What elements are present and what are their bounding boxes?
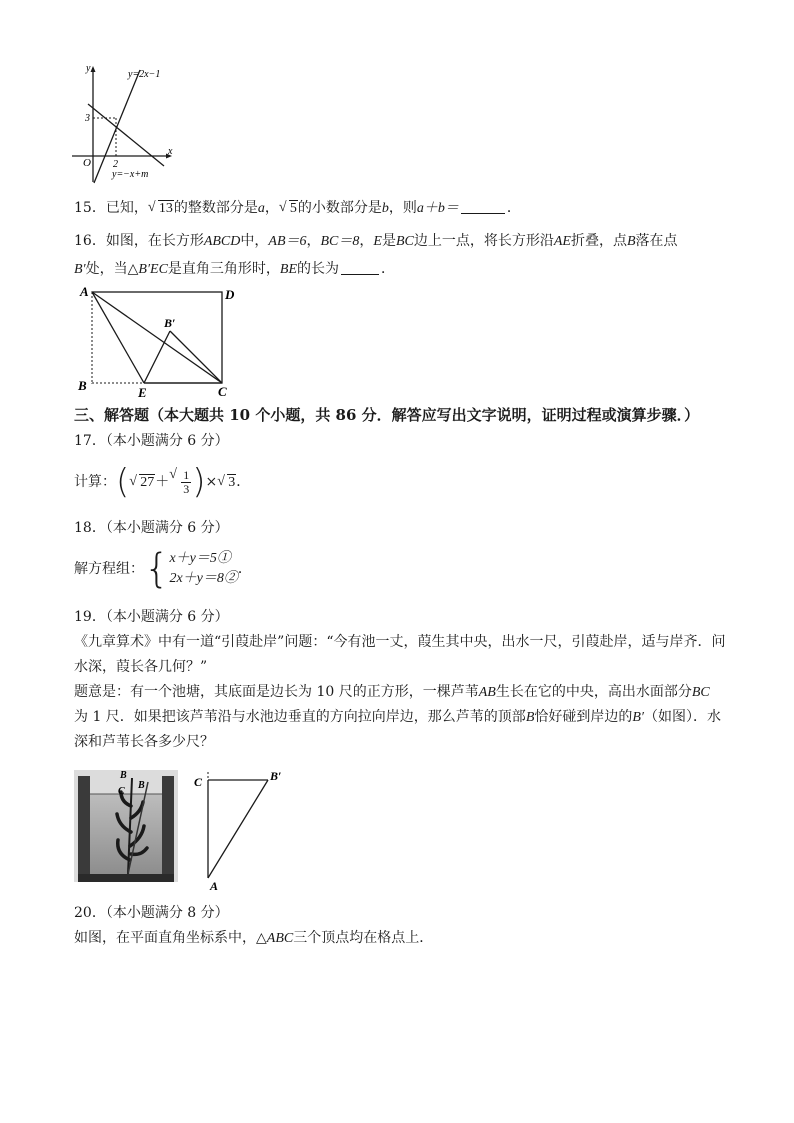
q17-lead: 计算： [74, 474, 116, 490]
fig19-label-a: A [210, 879, 219, 893]
fig19-label-c: C [194, 775, 203, 789]
q19-line4 [74, 707, 721, 728]
line-y-neg-x-m [88, 104, 164, 166]
graph-label-line2: y=−x+m [112, 169, 149, 180]
question-18 [74, 548, 252, 590]
q18-lead: 解方程组： [74, 561, 144, 577]
graph-tick-3: 3 [85, 113, 90, 124]
section-3-title: 三、解答题（本大题共 10 个小题，共 86 分．解答应写出文字说明，证明过程或演算步骤．） [74, 406, 700, 424]
q17-times: × [205, 474, 218, 490]
q16-e: E [373, 234, 382, 249]
q15-text: 的整数部分是 [173, 200, 258, 216]
segment-a-b-prime [208, 780, 268, 878]
q18-end: ． [237, 561, 252, 577]
fig16-label-d: D [225, 287, 235, 302]
q16-ae: AE [553, 234, 571, 249]
q16-bc: BC＝8 [320, 234, 360, 249]
q15-text: ． [506, 200, 521, 216]
q17-header: 17．（本小题满分 6 分） [74, 433, 229, 449]
q16-be: BE [279, 262, 298, 277]
q20-text: 如图，在平面直角坐标系中，△ [74, 930, 267, 946]
q17-sqrt-3 [217, 473, 236, 493]
graph-label-origin: O [83, 157, 91, 169]
question-16-line1 [74, 231, 678, 252]
q15-text: 已知， [105, 200, 148, 216]
q19-text: 题意是：有一个池塘，其底面是边长为 10 尺的正方形，一棵芦苇 [74, 684, 479, 700]
q15-var-a: a [257, 201, 265, 216]
q16-text: ． [381, 261, 396, 277]
q16-text: 处，当△ [85, 261, 139, 277]
photo-label-b2: B [138, 780, 145, 791]
q16-text: 边上一点，将长方形沿 [413, 233, 554, 249]
q16-text: 折叠，点 [570, 233, 627, 249]
q19-b: B [525, 710, 535, 725]
q16-text: ， [359, 233, 374, 249]
q17-radicand-27: 27 [140, 475, 155, 490]
q19-ab: AB [478, 685, 496, 700]
q17-paren-right: ) [192, 462, 206, 502]
q16-text: 中， [240, 233, 269, 249]
q19-text: （如图）．水 [644, 709, 721, 725]
graph-tick-2: 2 [113, 159, 118, 170]
fig16-label-c: C [218, 384, 227, 399]
q19-line3 [74, 682, 710, 703]
q15-var-b: b [381, 201, 389, 216]
q15-text: ， [264, 200, 279, 216]
q16-rect-name: ABCD [203, 234, 241, 249]
q19-line5: 深和芦苇长各多少尺？ [74, 734, 214, 750]
q15-radicand-13: 13 [158, 201, 173, 216]
pond-reed-photo [74, 770, 178, 882]
q19-bprime: B′ [632, 710, 644, 725]
fig19-label-bprime: B′ [270, 769, 282, 783]
q17-paren-left: ( [116, 462, 130, 502]
q17-numerator: √ 1 [183, 468, 190, 483]
q16-text: ， [306, 233, 321, 249]
q19-text: 恰好碰到岸边的 [534, 709, 633, 725]
q18-equation-1: x＋y＝5① [169, 551, 231, 566]
q19-line2: 水深，葭长各几何？” [74, 659, 208, 675]
question-17 [74, 464, 250, 500]
q15-expression: a＋b＝ [416, 201, 459, 216]
q16-text: 如图，在长方形 [105, 233, 204, 249]
question-16-line2 [74, 259, 395, 280]
q16-text: 是 [381, 233, 396, 249]
fig16-label-b: B [78, 378, 87, 393]
q19-bc: BC [691, 685, 710, 700]
q16-ab: AB＝6 [268, 234, 307, 249]
y-axis-arrow [91, 66, 96, 72]
q17-fraction [180, 469, 192, 496]
pond-right-wall [162, 776, 174, 880]
question-15 [74, 198, 521, 219]
photo-label-b: B [120, 770, 127, 781]
q20-header: 20．（本小题满分 8 分） [74, 905, 229, 921]
segment-eb-prime [144, 331, 170, 383]
q16-answer-blank [341, 260, 379, 275]
fig16-label-bprime: B′ [164, 316, 176, 330]
q16-triangle: B′EC [138, 262, 168, 277]
q19-line1: 《九章算术》中有一道“引葭赴岸”问题：“今有池一丈，葭生其中央，出水一尺，引葭赴岸，适与岸齐．问 [74, 634, 726, 650]
q15-number: 15． [74, 200, 106, 216]
segment-b-prime-c [170, 331, 222, 383]
q19-text: 生长在它的中央，高出水面部分 [495, 684, 692, 700]
q17-sqrt-27 [129, 473, 155, 493]
graph-label-line1: y=2x−1 [128, 69, 161, 80]
pond-bottom [78, 874, 174, 882]
q15-sqrt-13 [148, 199, 174, 219]
fig16-label-e: E [138, 385, 147, 400]
q16-bc2: BC [395, 234, 414, 249]
q20-text: 三个顶点均在格点上． [293, 930, 434, 946]
reed-triangle-figure [190, 766, 280, 892]
q17-plus: ＋ [155, 474, 170, 490]
q20-line1 [74, 928, 433, 949]
graph-label-y: y [86, 63, 91, 74]
q16-text: 落在点 [635, 233, 678, 249]
q19-header: 19．（本小题满分 6 分） [74, 609, 229, 625]
q15-text: 的小数部分是 [297, 200, 382, 216]
q16-number: 16． [74, 233, 106, 249]
photo-label-c: C [118, 786, 125, 797]
fig16-label-a: A [80, 284, 89, 299]
q20-triangle: ABC [266, 931, 294, 946]
q18-system [169, 549, 237, 589]
q15-answer-blank [461, 199, 505, 214]
segment-ac [92, 292, 222, 383]
pond-left-wall [78, 776, 90, 880]
graph-label-x: x [168, 146, 173, 157]
q16-text: 是直角三角形时， [167, 261, 280, 277]
rectangle-fold-figure [72, 282, 242, 400]
q19-text: 为 1 尺．如果把该芦苇沿与水池边垂直的方向拉向岸边，那么芦苇的顶部 [74, 709, 526, 725]
q15-text: ，则 [388, 200, 417, 216]
q15-radicand-5: 5 [289, 201, 297, 216]
q16-text: 的长为 [297, 261, 340, 277]
segment-ae [92, 292, 144, 383]
q17-denominator: 3 [183, 482, 190, 497]
q16-bprime: B′ [74, 262, 86, 277]
q17-radicand-3: 3 [228, 475, 236, 490]
q18-brace: { [144, 546, 170, 592]
pond-water [90, 794, 162, 880]
q17-sqrt-frac [169, 469, 192, 496]
q18-equation-2: 2x＋y＝8② [169, 571, 238, 586]
linear-functions-graph [66, 58, 186, 184]
q16-b: B [626, 234, 636, 249]
q17-end: ． [236, 474, 251, 490]
q15-sqrt-5 [279, 199, 298, 219]
q18-header: 18．（本小题满分 6 分） [74, 520, 229, 536]
